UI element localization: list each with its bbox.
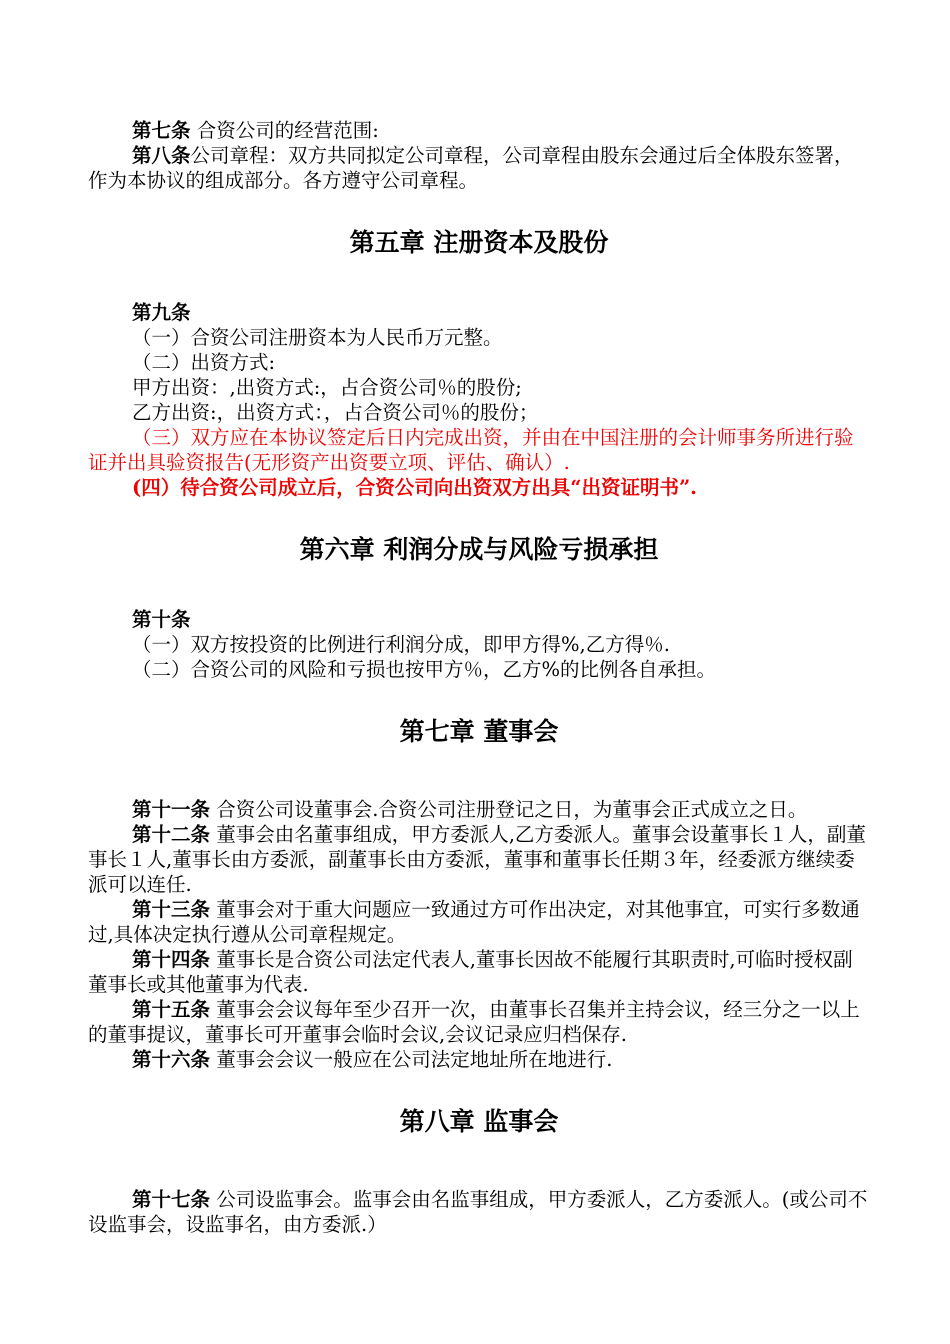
article-11 xyxy=(88,797,870,822)
article-7-heading: 第七条 xyxy=(132,119,191,142)
article-7-text: 合资公司的经营范围: xyxy=(190,119,379,142)
article-7 xyxy=(88,118,870,143)
chapter-5-title: 第五章 注册资本及股份 xyxy=(349,228,609,257)
article-16 xyxy=(88,1047,870,1072)
article-10-line-1: （一）双方按投资的比例进行利润分成，即甲方得%,乙方得％. xyxy=(132,633,670,656)
article-17-text: 公司设监事会。监事会由名监事组成，甲方委派人，乙方委派人。(或公司不设监事会，设监事名，由方委派.） xyxy=(88,1188,868,1236)
article-13 xyxy=(88,897,870,947)
article-17 xyxy=(88,1187,870,1237)
article-10-line-2: （二）合资公司的风险和亏损也按甲方％，乙方%的比例各自承担。 xyxy=(132,658,717,681)
article-9-line-2: （二）出资方式: xyxy=(132,351,276,374)
article-15-heading: 第十五条 xyxy=(132,998,211,1021)
article-13-heading: 第十三条 xyxy=(132,898,211,921)
article-16-text: 董事会会议一般应在公司法定地址所在地进行. xyxy=(210,1048,613,1071)
article-17-heading: 第十七条 xyxy=(132,1188,211,1211)
article-9-clause-4: (四）待合资公司成立后，合资公司向出资双方出具“出资证明书”. xyxy=(132,476,697,499)
chapter-6-title: 第六章 利润分成与风险亏损承担 xyxy=(299,535,659,564)
article-8-heading: 第八条 xyxy=(132,144,191,167)
article-10-heading: 第十条 xyxy=(132,608,191,631)
article-11-text: 合资公司设董事会.合资公司注册登记之日，为董事会正式成立之日。 xyxy=(210,798,808,821)
article-15 xyxy=(88,997,870,1047)
article-12-heading: 第十二条 xyxy=(132,823,211,846)
article-13-text: 董事会对于重大问题应一致通过方可作出决定，对其他事宜，可实行多数通过,具体决定执行遵从公司章程规定。 xyxy=(88,898,860,946)
article-8 xyxy=(88,143,870,193)
article-15-text: 董事会会议每年至少召开一次，由董事长召集并主持会议，经三分之一以上的董事提议，董事长可开董事会临时会议,会议记录应归档保存. xyxy=(88,998,860,1046)
chapter-7-title: 第七章 董事会 xyxy=(399,717,559,746)
article-9-clause-3: （三）双方应在本协议签定后日内完成出资，并由在中国注册的会计师事务所进行验证并出具验资报告(无形资产出资要立项、评估、确认）. xyxy=(88,426,854,474)
article-14-heading: 第十四条 xyxy=(132,948,211,971)
article-16-heading: 第十六条 xyxy=(132,1048,211,1071)
article-9-line-3: 甲方出资：,出资方式:，占合资公司％的股份; xyxy=(132,376,522,399)
article-9-heading: 第九条 xyxy=(132,301,191,324)
article-14-text: 董事长是合资公司法定代表人,董事长因故不能履行其职责时,可临时授权副董事长或其他董事为代表. xyxy=(88,948,853,996)
article-11-heading: 第十一条 xyxy=(132,798,211,821)
article-12 xyxy=(88,822,870,897)
document-page xyxy=(88,118,870,1237)
article-14 xyxy=(88,947,870,997)
article-8-text: 公司章程：双方共同拟定公司章程，公司章程由股东会通过后全体股东签署，作为本协议的组成部分。各方遵守公司章程。 xyxy=(88,144,854,192)
article-12-text: 董事会由名董事组成，甲方委派人,乙方委派人。董事会设董事长１人，副董事长１人,董事长由方委派，副董事长由方委派，董事和董事长任期３年，经委派方继续委派可以连任. xyxy=(88,823,866,896)
article-9-line-1: （一）合资公司注册资本为人民币万元整。 xyxy=(132,326,503,349)
article-9-line-4: 乙方出资:，出资方式：，占合资公司％的股份； xyxy=(132,401,539,424)
chapter-8-title: 第八章 监事会 xyxy=(399,1107,559,1136)
